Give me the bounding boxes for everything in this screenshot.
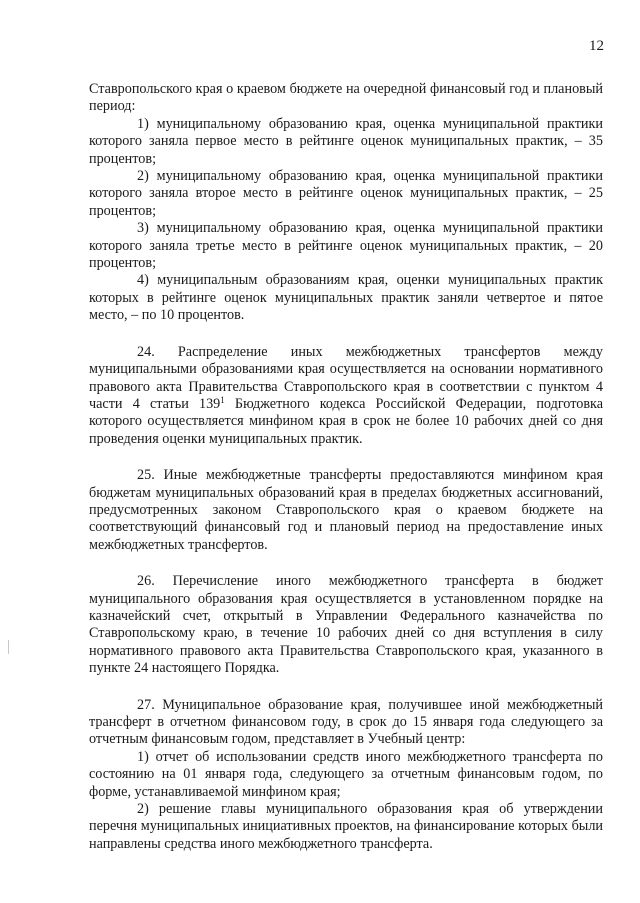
clause-24-superscript: 1 [220,394,225,405]
clause-24-text-a: 24. Распределение иных межбюджетных трансфертов между муниципальными образованиями края осуществляется на основании нормативного правового акта Правительства Ставропольского края в соответствии с пунктом 4 части 4 статьи 139 [89,343,603,412]
list-item-1: 1) муниципальному образованию края, оценка муниципальной практики которого заняла первое место в рейтинге оценок муниципальных практик, – 35 процентов; [89,115,603,167]
clause-27-item-2: 2) решение главы муниципального образования края об утверждении перечня муниципальных инициативных проектов, на финансирование которых были направлены средства иного межбюджетного трансферта. [89,801,603,852]
page-number: 12 [589,38,604,54]
clause-27-item-1: 1) отчет об использовании средств иного межбюджетного трансферта по состоянию на 01 января года, следующего за отчетным финансовым годом, по форме, устанавливаемой минфином края; [89,748,603,800]
document-body [89,81,603,853]
clause-25: 25. Иные межбюджетные трансферты предоставляются минфином края бюджетам муниципальных образований края в пределах бюджетных ассигнований, предусмотренных законом Ставропольского края о краевом бюджете на соответствующий финансовый год и плановый период на предоставление иных межбюджетных трансфертов. [89,467,603,553]
scan-margin-mark [8,640,9,654]
clause-26: 26. Перечисление иного межбюджетного трансферта в бюджет муниципального образования края осуществляется в установленном порядке на казначейский счет, открытый в Управлении Федерального казначейства по Ставропольскому краю, в течение 10 рабочих дней со дня вступления в силу нормативного правового акта Правительства Ставропольского края, указанного в пункте 24 настоящего Порядка. [89,573,603,677]
list-item-2: 2) муниципальному образованию края, оценка муниципальной практики которого заняла второе место в рейтинге оценок муниципальных практик, – 25 процентов; [89,168,603,219]
clause-27: 27. Муниципальное образование края, получившее иной межбюджетный трансферт в отчетном финансовом году, в срок до 15 января года следующего за отчетным финансовым годом, представляет в Учебный центр: [89,696,603,748]
list-item-3: 3) муниципальному образованию края, оценка муниципальной практики которого заняла третье место в рейтинге оценок муниципальных практик, – 20 процентов; [89,220,603,272]
clause-24 [89,344,603,448]
clause-24-text-b: Бюджетного кодекса Российской Федерации, подготовка которого осуществляется минфином края в срок не более 10 рабочих дней со дня проведения оценки муниципальных практик. [89,395,603,447]
list-item-4: 4) муниципальным образованиям края, оценки муниципальных практик которых в рейтинге оценок муниципальных практик заняли четвертое и пятое место, – по 10 процентов. [89,272,603,324]
paragraph-continuation: Ставропольского края о краевом бюджете на очередной финансовый год и плановый период: [89,81,603,115]
